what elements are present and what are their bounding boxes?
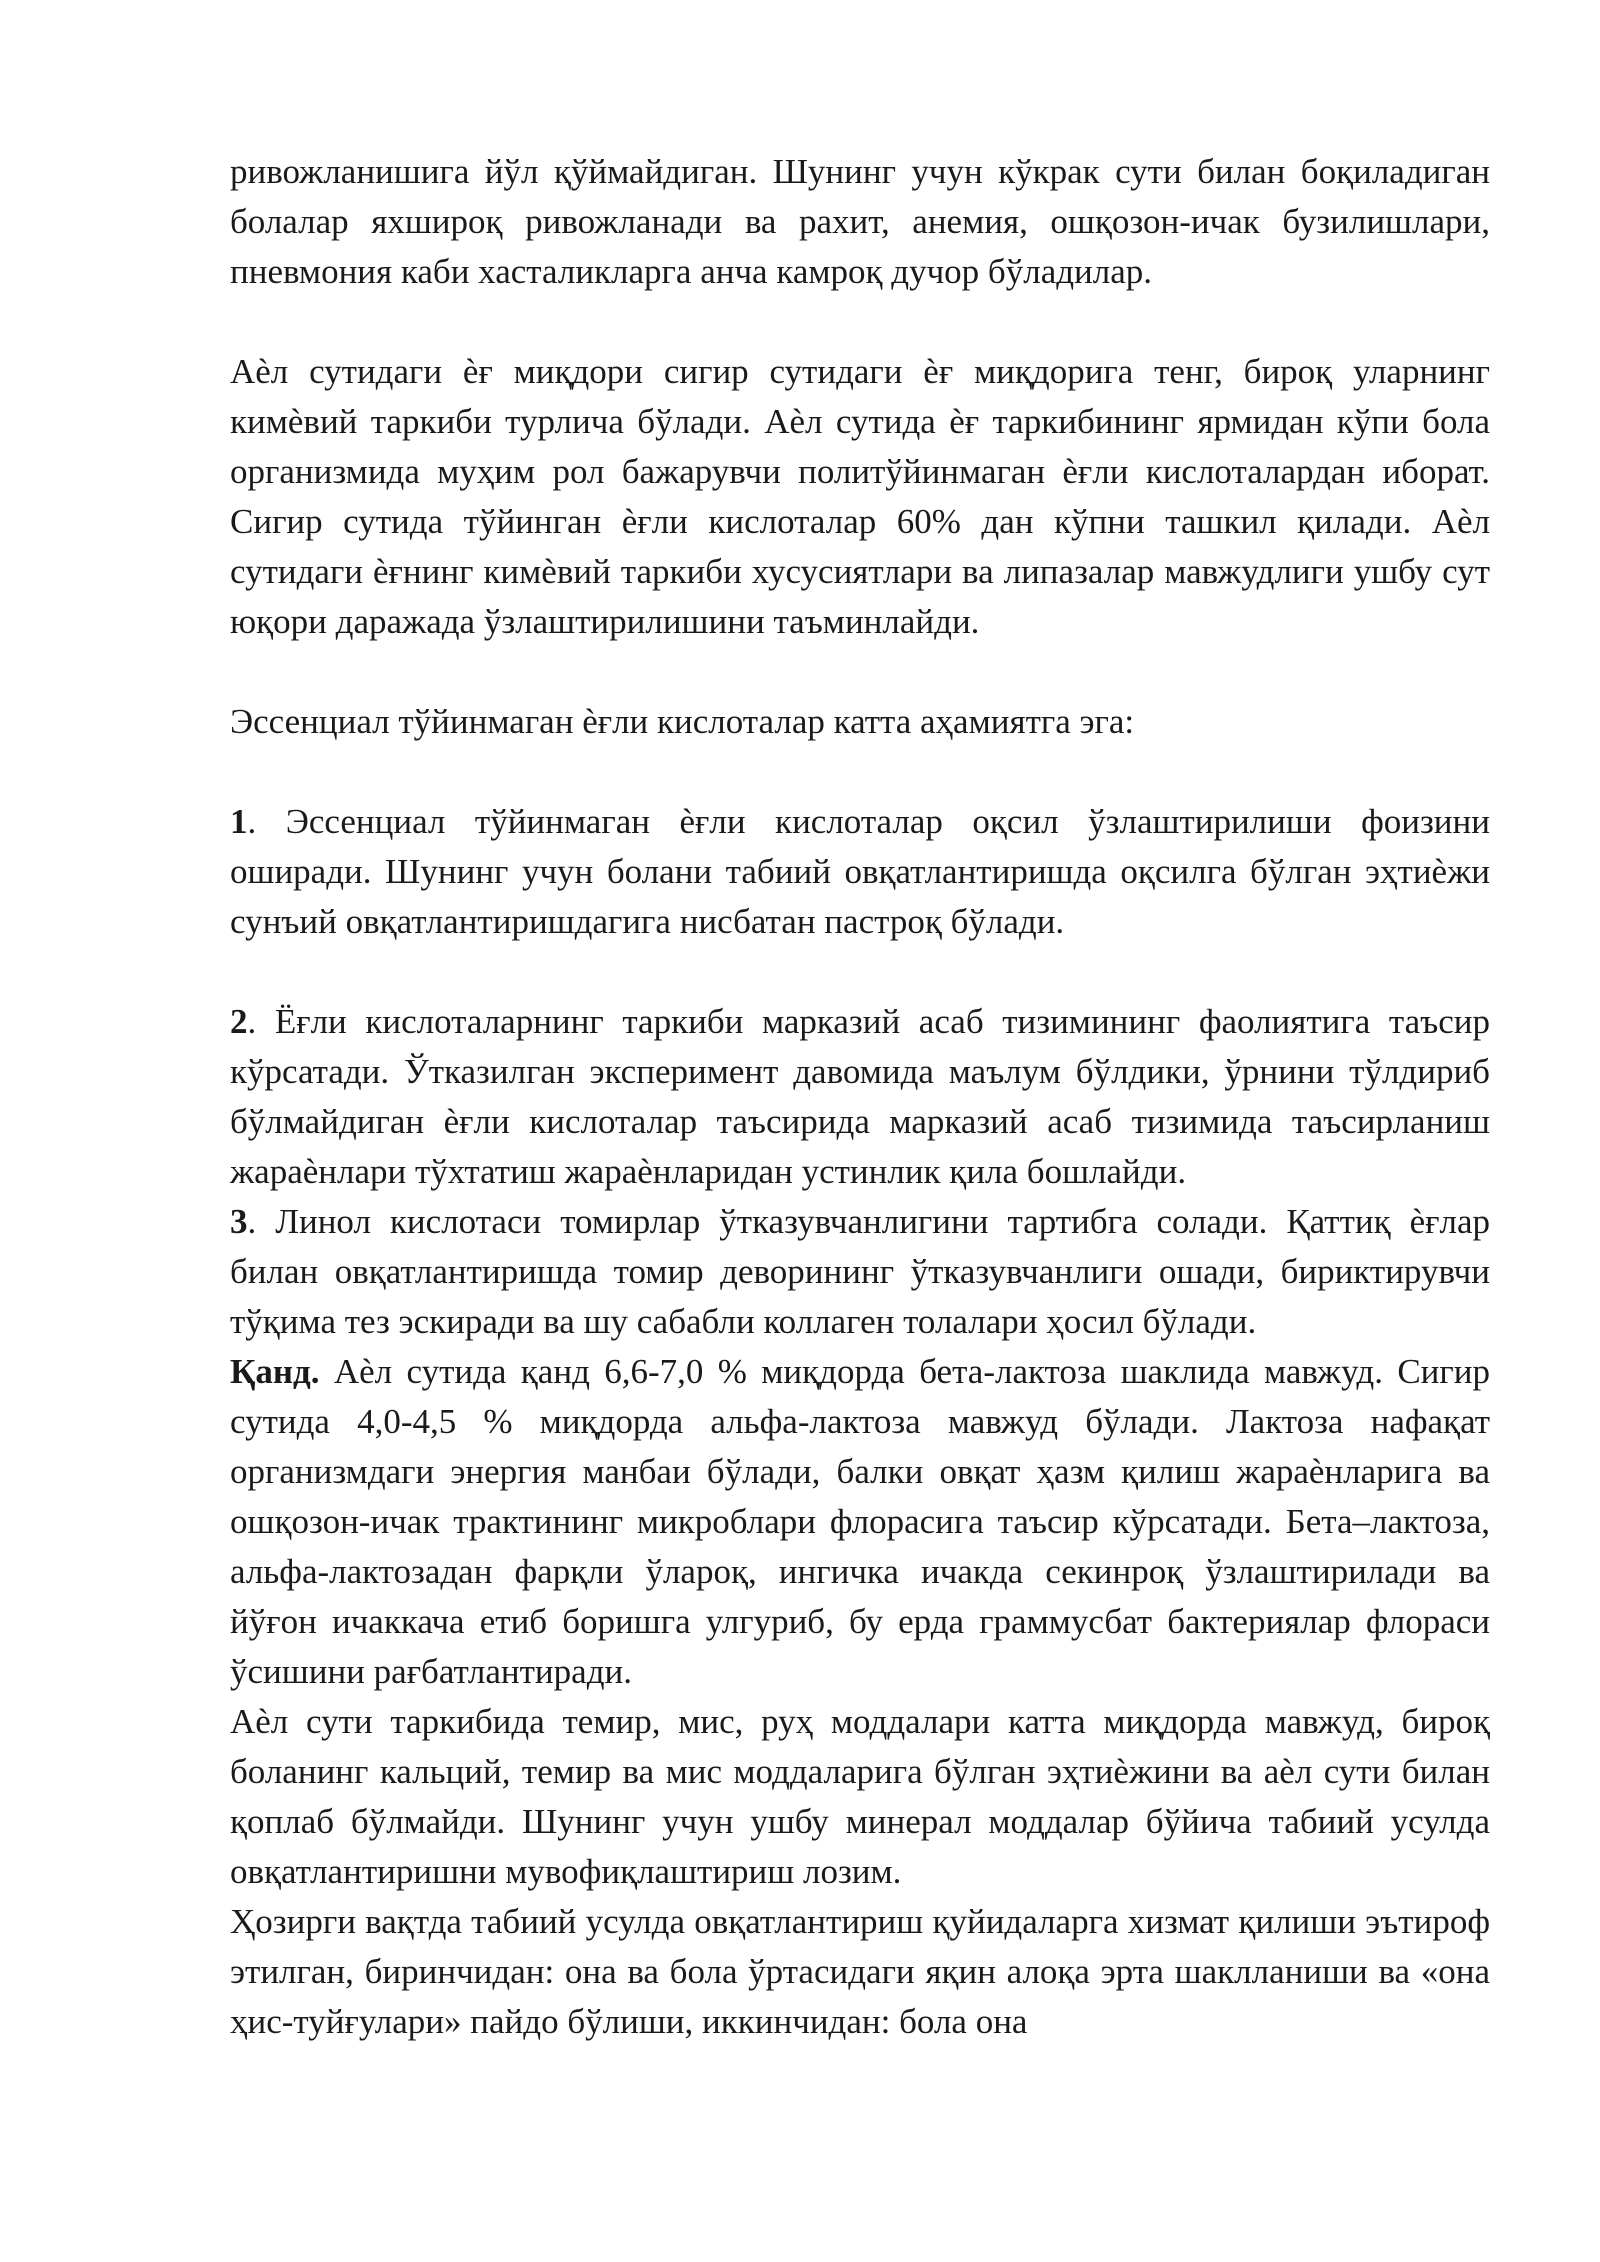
paragraph-gap: [230, 297, 1490, 347]
paragraph-gap: [230, 647, 1490, 697]
list-item-1: [230, 797, 1490, 947]
paragraph-gap: [230, 947, 1490, 997]
paragraph-essential-fatty-acids: Эссенциал тўйинмаган ѐғли кислоталар катта аҳамиятга эга:: [230, 702, 1135, 741]
paragraph-intro: ривожланишига йўл қўймайдиган. Шунинг учун кўкрак сути билан боқиладиган болалар яхшироқ ривожланади ва рахит, анемия, ошқозон-ичак бузилишлари, пневмония каби хасталикларга анча камроқ дучор бўладилар.: [230, 152, 1490, 291]
list-item-number: 2: [230, 1002, 248, 1041]
list-item-number: 1: [230, 802, 248, 841]
paragraph-gap: [230, 747, 1490, 797]
list-item-text: . Ёғли кислоталарнинг таркиби марказий асаб тизимининг фаолиятига таъсир кўрсатади. Ўтказилган эксперимент давомида маълум бўлдики, ўрнини тўлдириб бўлмайдиган ѐғли кислоталар таъсирида марказий асаб тизимида таъсирланиш жараѐнлари тўхтатиш жараѐнларидан устинлик қила бошлайди.: [230, 1002, 1490, 1191]
paragraph-minerals: Аѐл сути таркибида темир, мис, руҳ моддалари катта миқдорда мавжуд, бироқ боланинг кальций, темир ва мис моддаларига бўлган эҳтиѐжини ва аѐл сути билан қоплаб бўлмайди. Шунинг учун ушбу минерал моддалар бўйича табиий усулда овқатлантиришни мувофиқлаштириш лозим.: [230, 1702, 1490, 1891]
list-item-2: [230, 997, 1490, 1197]
list-item-number: 3: [230, 1202, 248, 1241]
paragraph-sugar: [230, 1347, 1490, 1697]
paragraph-lead-term: Қанд.: [230, 1352, 320, 1391]
paragraph-text: Аѐл сутида қанд 6,6-7,0 % миқдорда бета-лактоза шаклида мавжуд. Сигир сутида 4,0-4,5 % миқдорда альфа-лактоза мавжуд бўлади. Лактоза нафақат организмдаги энергия манбаи бўлади, балки овқат ҳазм қилиш жараѐнларига ва ошқозон-ичак трактининг микроблари флорасига таъсир кўрсатади. Бета–лактоза, альфа-лактозадан фарқли ўлароқ, ингичка ичакда секинроқ ўзлаштирилади ва йўғон ичаккача етиб боришга улгуриб, бу ерда граммусбат бактериялар флораси ўсишини рағбатлантиради.: [230, 1352, 1490, 1691]
list-item-3: [230, 1197, 1490, 1347]
list-item-text: . Эссенциал тўйинмаган ѐғли кислоталар оқсил ўзлаштирилиши фоизини оширади. Шунинг учун болани табиий овқатлантиришда оқсилга бўлган эҳтиѐжи сунъий овқатлантиришдагига нисбатан пастроқ бўлади.: [230, 802, 1490, 941]
list-item-text: . Линол кислотаси томирлар ўтказувчанлигини тартибга солади. Қаттиқ ѐғлар билан овқатлантиришда томир деворининг ўтказувчанлиги ошади, бириктирувчи тўқима тез эскиради ва шу сабабли коллаген толалари ҳосил бўлади.: [230, 1202, 1490, 1341]
paragraph-fat-content: Аѐл сутидаги ѐғ миқдори сигир сутидаги ѐғ миқдорига тенг, бироқ уларнинг кимѐвий таркиби турлича бўлади. Аѐл сутида ѐғ таркибининг ярмидан кўпи бола организмида муҳим рол бажарувчи политўйинмаган ѐғли кислоталардан иборат. Сигир сутида тўйинган ѐғли кислоталар 60% дан кўпни ташкил қилади. Аѐл сутидаги ѐғнинг кимѐвий таркиби хусусиятлари ва липазалар мавжудлиги ушбу сут юқори даражада ўзлаштирилишини таъминлайди.: [230, 352, 1490, 641]
document-page: [230, 147, 1490, 2047]
paragraph-natural-feeding: Ҳозирги вақтда табиий усулда овқатлантириш қуйидаларга хизмат қилиши эътироф этилган, биринчидан: она ва бола ўртасидаги яқин алоқа эрта шаклланиши ва «она ҳис-туйғулари» пайдо бўлиши, иккинчидан: бола она: [230, 1902, 1490, 2041]
